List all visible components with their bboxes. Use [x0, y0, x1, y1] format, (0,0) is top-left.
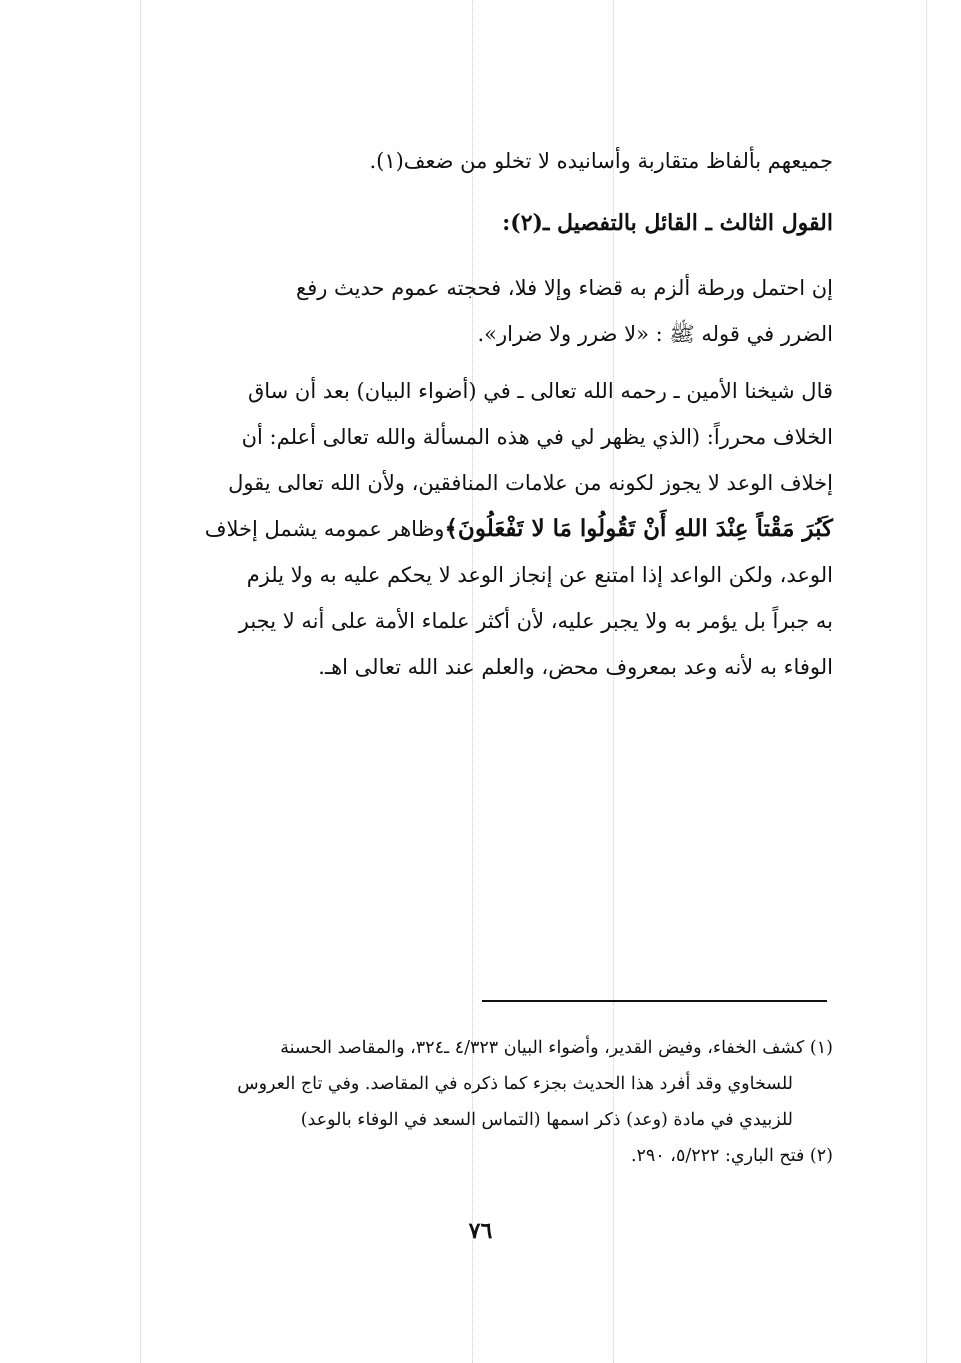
footnote-1-line: (١) كشف الخفاء، وفيض القدير، وأضواء البيان ٤/٣٢٣ ـ٣٢٤، والمقاصد الحسنة — [280, 1038, 833, 1058]
section-heading — [128, 200, 833, 246]
footnote-separator — [482, 1000, 827, 1002]
scan-artifact-line — [926, 0, 927, 1363]
text-line-with-verse — [128, 506, 833, 552]
text-line: الخلاف محرراً: (الذي يظهر لي في هذه المسألة والله تعالى أعلم: أن — [241, 425, 833, 449]
footnote-1-line: للزبيدي في مادة (وعد) ذكر اسمها (التماس السعد في الوفاء بالوعد) — [300, 1110, 793, 1130]
text-line: الوفاء به لأنه وعد بمعروف محض، والعلم عند الله تعالى اهـ. — [318, 655, 833, 679]
text-line: الضرر في قوله ﷺ : «لا ضرر ولا ضرار». — [477, 322, 833, 346]
text-line: إن احتمل ورطة ألزم به قضاء وإلا فلا، فحجته عموم حديث رفع — [296, 276, 833, 300]
paragraph-quote — [128, 368, 833, 690]
text-line: قال شيخنا الأمين ـ رحمه الله تعالى ـ في (أضواء البيان) بعد أن ساق — [247, 379, 833, 403]
paragraph-continuation — [128, 138, 833, 184]
footnote-2-line: (٢) فتح الباري: ٥/٢٢٢، ٢٩٠. — [630, 1146, 833, 1166]
paragraph-third-opinion — [128, 265, 833, 357]
text-line: به جبراً بل يؤمر به ولا يجبر عليه، لأن أكثر علماء الأمة على أنه لا يجبر — [238, 609, 833, 633]
quran-verse: كَبُرَ مَقْتاً عِنْدَ اللهِ أَنْ تَقُولُوا مَا لا تَفْعَلُونَ﴾ — [444, 515, 833, 542]
page-number: ٧٦ — [468, 1218, 493, 1244]
text-line: جميعهم بألفاظ متقاربة وأسانيده لا تخلو من ضعف(١). — [369, 149, 833, 173]
footnote-1-line: للسخاوي وقد أفرد هذا الحديث بجزء كما ذكره في المقاصد. وفي تاج العروس — [237, 1074, 793, 1094]
text-fragment: وظاهر عمومه يشمل إخلاف — [204, 517, 445, 541]
footnotes — [128, 1030, 833, 1174]
heading-text: القول الثالث ـ القائل بالتفصيل ـ(٢): — [502, 210, 833, 236]
text-line: الوعد، ولكن الواعد إذا امتنع عن إنجاز الوعد لا يحكم عليه به ولا يلزم — [246, 563, 833, 587]
text-line: إخلاف الوعد لا يجوز لكونه من علامات المنافقين، ولأن الله تعالى يقول — [228, 471, 833, 495]
